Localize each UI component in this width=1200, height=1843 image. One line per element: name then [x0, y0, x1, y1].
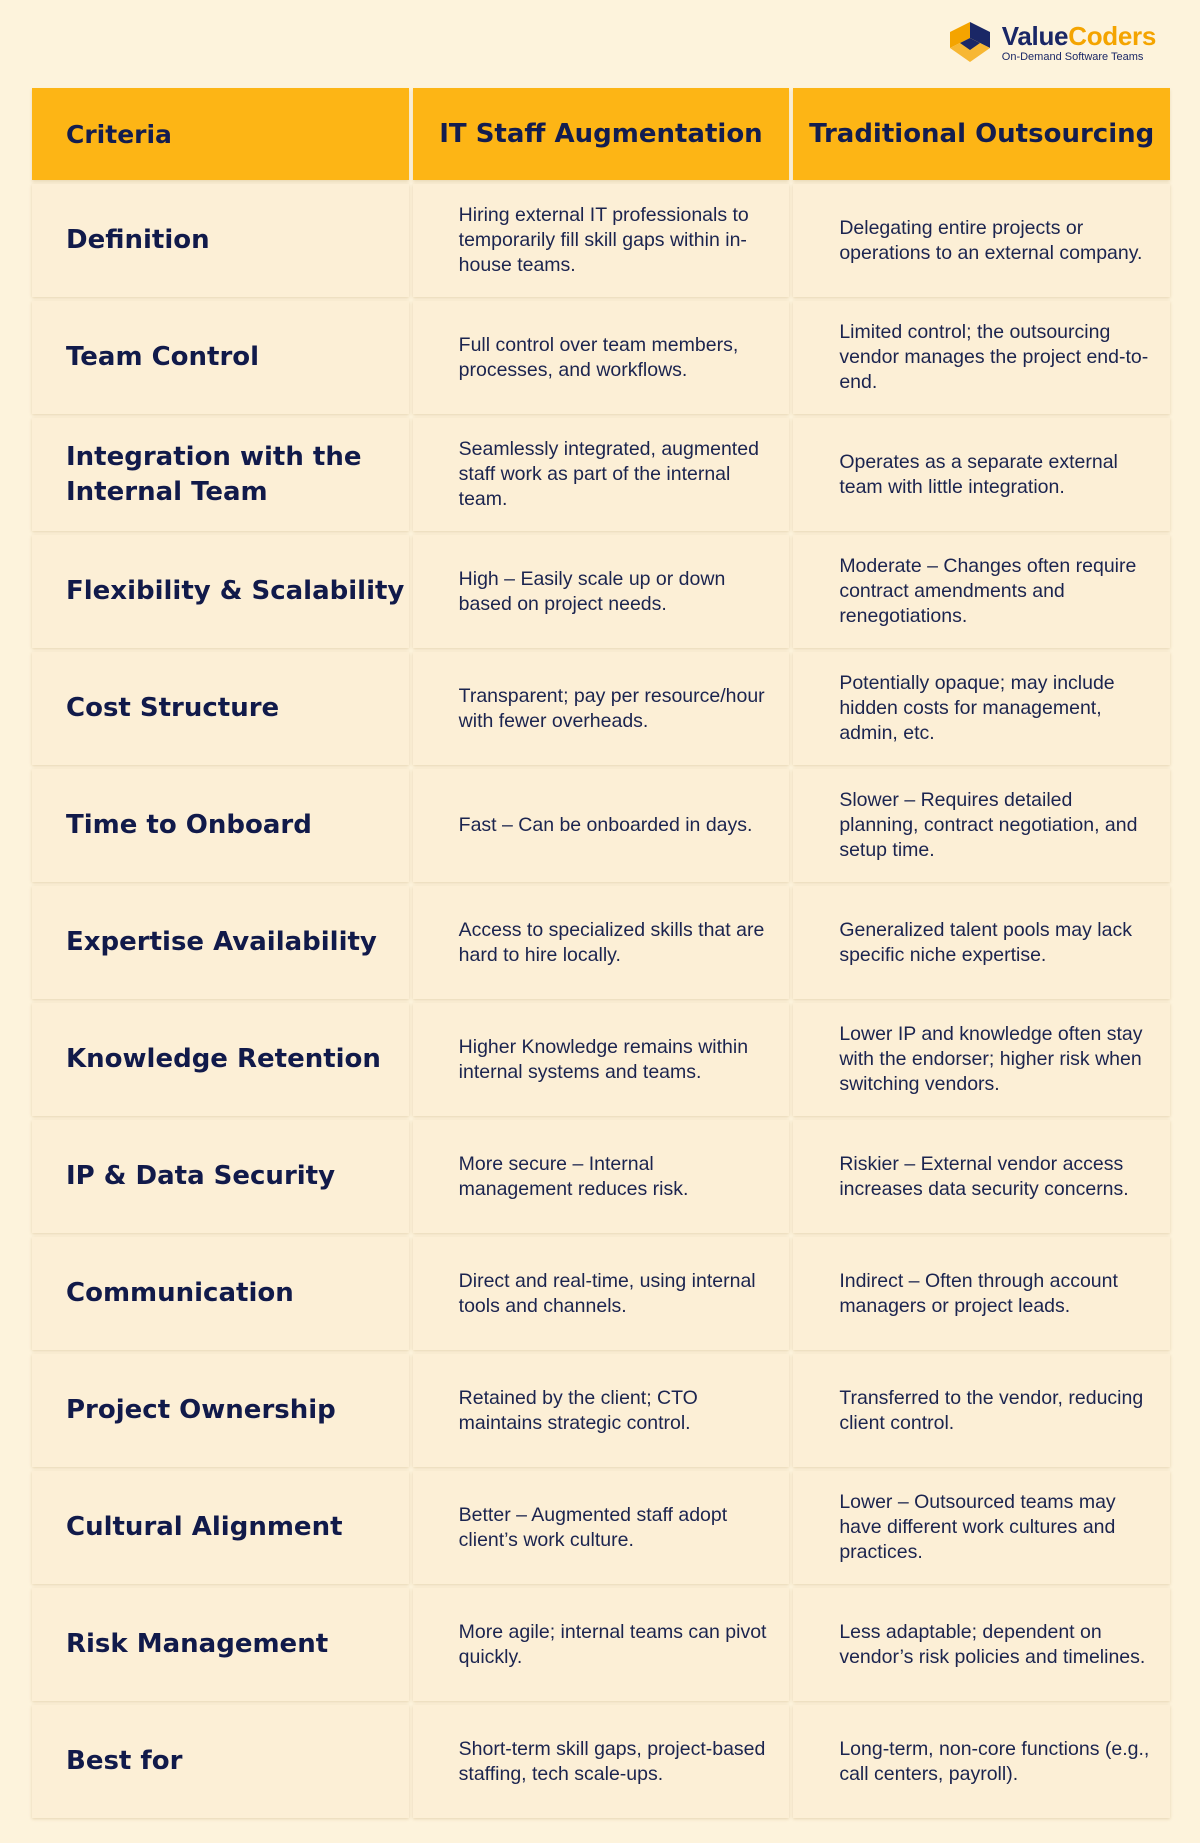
table-row	[32, 652, 1170, 765]
row-criteria: Team Control	[32, 301, 409, 414]
row-traditional-outsourcing: Indirect – Often through account managers or project leads.	[793, 1237, 1170, 1350]
table-row	[32, 886, 1170, 999]
header-criteria: Criteria	[32, 88, 409, 180]
table-row	[32, 301, 1170, 414]
row-staff-augmentation: More agile; internal teams can pivot quickly.	[413, 1588, 790, 1701]
table-row	[32, 1471, 1170, 1584]
row-criteria: Best for	[32, 1705, 409, 1818]
row-criteria: IP & Data Security	[32, 1120, 409, 1233]
row-staff-augmentation: Direct and real-time, using internal tools and channels.	[413, 1237, 790, 1350]
row-staff-augmentation: High – Easily scale up or down based on project needs.	[413, 535, 790, 648]
valuecoders-logo	[946, 18, 1156, 66]
table-row	[32, 1705, 1170, 1818]
row-criteria: Time to Onboard	[32, 769, 409, 882]
row-criteria: Communication	[32, 1237, 409, 1350]
table-header-row	[32, 88, 1170, 180]
row-traditional-outsourcing: Lower IP and knowledge often stay with the endorser; higher risk when switching vendors.	[793, 1003, 1170, 1116]
row-traditional-outsourcing: Operates as a separate external team with little integration.	[793, 418, 1170, 531]
table-row	[32, 184, 1170, 297]
row-traditional-outsourcing: Generalized talent pools may lack specific niche expertise.	[793, 886, 1170, 999]
row-staff-augmentation: Seamlessly integrated, augmented staff work as part of the internal team.	[413, 418, 790, 531]
row-staff-augmentation: Fast – Can be onboarded in days.	[413, 769, 790, 882]
row-staff-augmentation: Full control over team members, processes, and workflows.	[413, 301, 790, 414]
header-traditional-outsourcing: Traditional Outsourcing	[793, 88, 1170, 180]
row-criteria: Cost Structure	[32, 652, 409, 765]
row-traditional-outsourcing: Lower – Outsourced teams may have different work cultures and practices.	[793, 1471, 1170, 1584]
row-traditional-outsourcing: Potentially opaque; may include hidden costs for management, admin, etc.	[793, 652, 1170, 765]
row-staff-augmentation: Higher Knowledge remains within internal systems and teams.	[413, 1003, 790, 1116]
row-staff-augmentation: Better – Augmented staff adopt client’s work culture.	[413, 1471, 790, 1584]
brand-tagline: On-Demand Software Teams	[1001, 50, 1144, 63]
table-row	[32, 418, 1170, 531]
row-traditional-outsourcing: Long-term, non-core functions (e.g., call centers, payroll).	[793, 1705, 1170, 1818]
table-row	[32, 1120, 1170, 1233]
row-staff-augmentation: Retained by the client; CTO maintains strategic control.	[413, 1354, 790, 1467]
row-criteria: Integration with the Internal Team	[32, 418, 409, 531]
row-staff-augmentation: Transparent; pay per resource/hour with fewer overheads.	[413, 652, 790, 765]
valuecoders-logo-icon	[946, 18, 994, 66]
table-row	[32, 1237, 1170, 1350]
row-traditional-outsourcing: Slower – Requires detailed planning, contract negotiation, and setup time.	[793, 769, 1170, 882]
row-criteria: Risk Management	[32, 1588, 409, 1701]
row-criteria: Project Ownership	[32, 1354, 409, 1467]
row-traditional-outsourcing: Limited control; the outsourcing vendor manages the project end-to-end.	[793, 301, 1170, 414]
row-criteria: Cultural Alignment	[32, 1471, 409, 1584]
table-row	[32, 1003, 1170, 1116]
brand-name-part1: Value	[1001, 20, 1069, 51]
row-staff-augmentation: More secure – Internal management reduces risk.	[413, 1120, 790, 1233]
row-staff-augmentation: Access to specialized skills that are hard to hire locally.	[413, 886, 790, 999]
row-criteria: Definition	[32, 184, 409, 297]
comparison-table	[28, 84, 1174, 1822]
table-row	[32, 1588, 1170, 1701]
row-staff-augmentation: Hiring external IT professionals to temporarily fill skill gaps within in-house teams.	[413, 184, 790, 297]
table-row	[32, 535, 1170, 648]
row-traditional-outsourcing: Moderate – Changes often require contract amendments and renegotiations.	[793, 535, 1170, 648]
row-traditional-outsourcing: Transferred to the vendor, reducing client control.	[793, 1354, 1170, 1467]
row-traditional-outsourcing: Riskier – External vendor access increases data security concerns.	[793, 1120, 1170, 1233]
table-row	[32, 769, 1170, 882]
row-traditional-outsourcing: Delegating entire projects or operations to an external company.	[793, 184, 1170, 297]
row-criteria: Expertise Availability	[32, 886, 409, 999]
row-criteria: Flexibility & Scalability	[32, 535, 409, 648]
brand-name	[1002, 22, 1156, 50]
row-criteria: Knowledge Retention	[32, 1003, 409, 1116]
row-staff-augmentation: Short-term skill gaps, project-based staffing, tech scale-ups.	[413, 1705, 790, 1818]
brand-name-part2: Coders	[1068, 20, 1156, 51]
row-traditional-outsourcing: Less adaptable; dependent on vendor’s risk policies and timelines.	[793, 1588, 1170, 1701]
table-row	[32, 1354, 1170, 1467]
header-it-staff-augmentation: IT Staff Augmentation	[413, 88, 790, 180]
